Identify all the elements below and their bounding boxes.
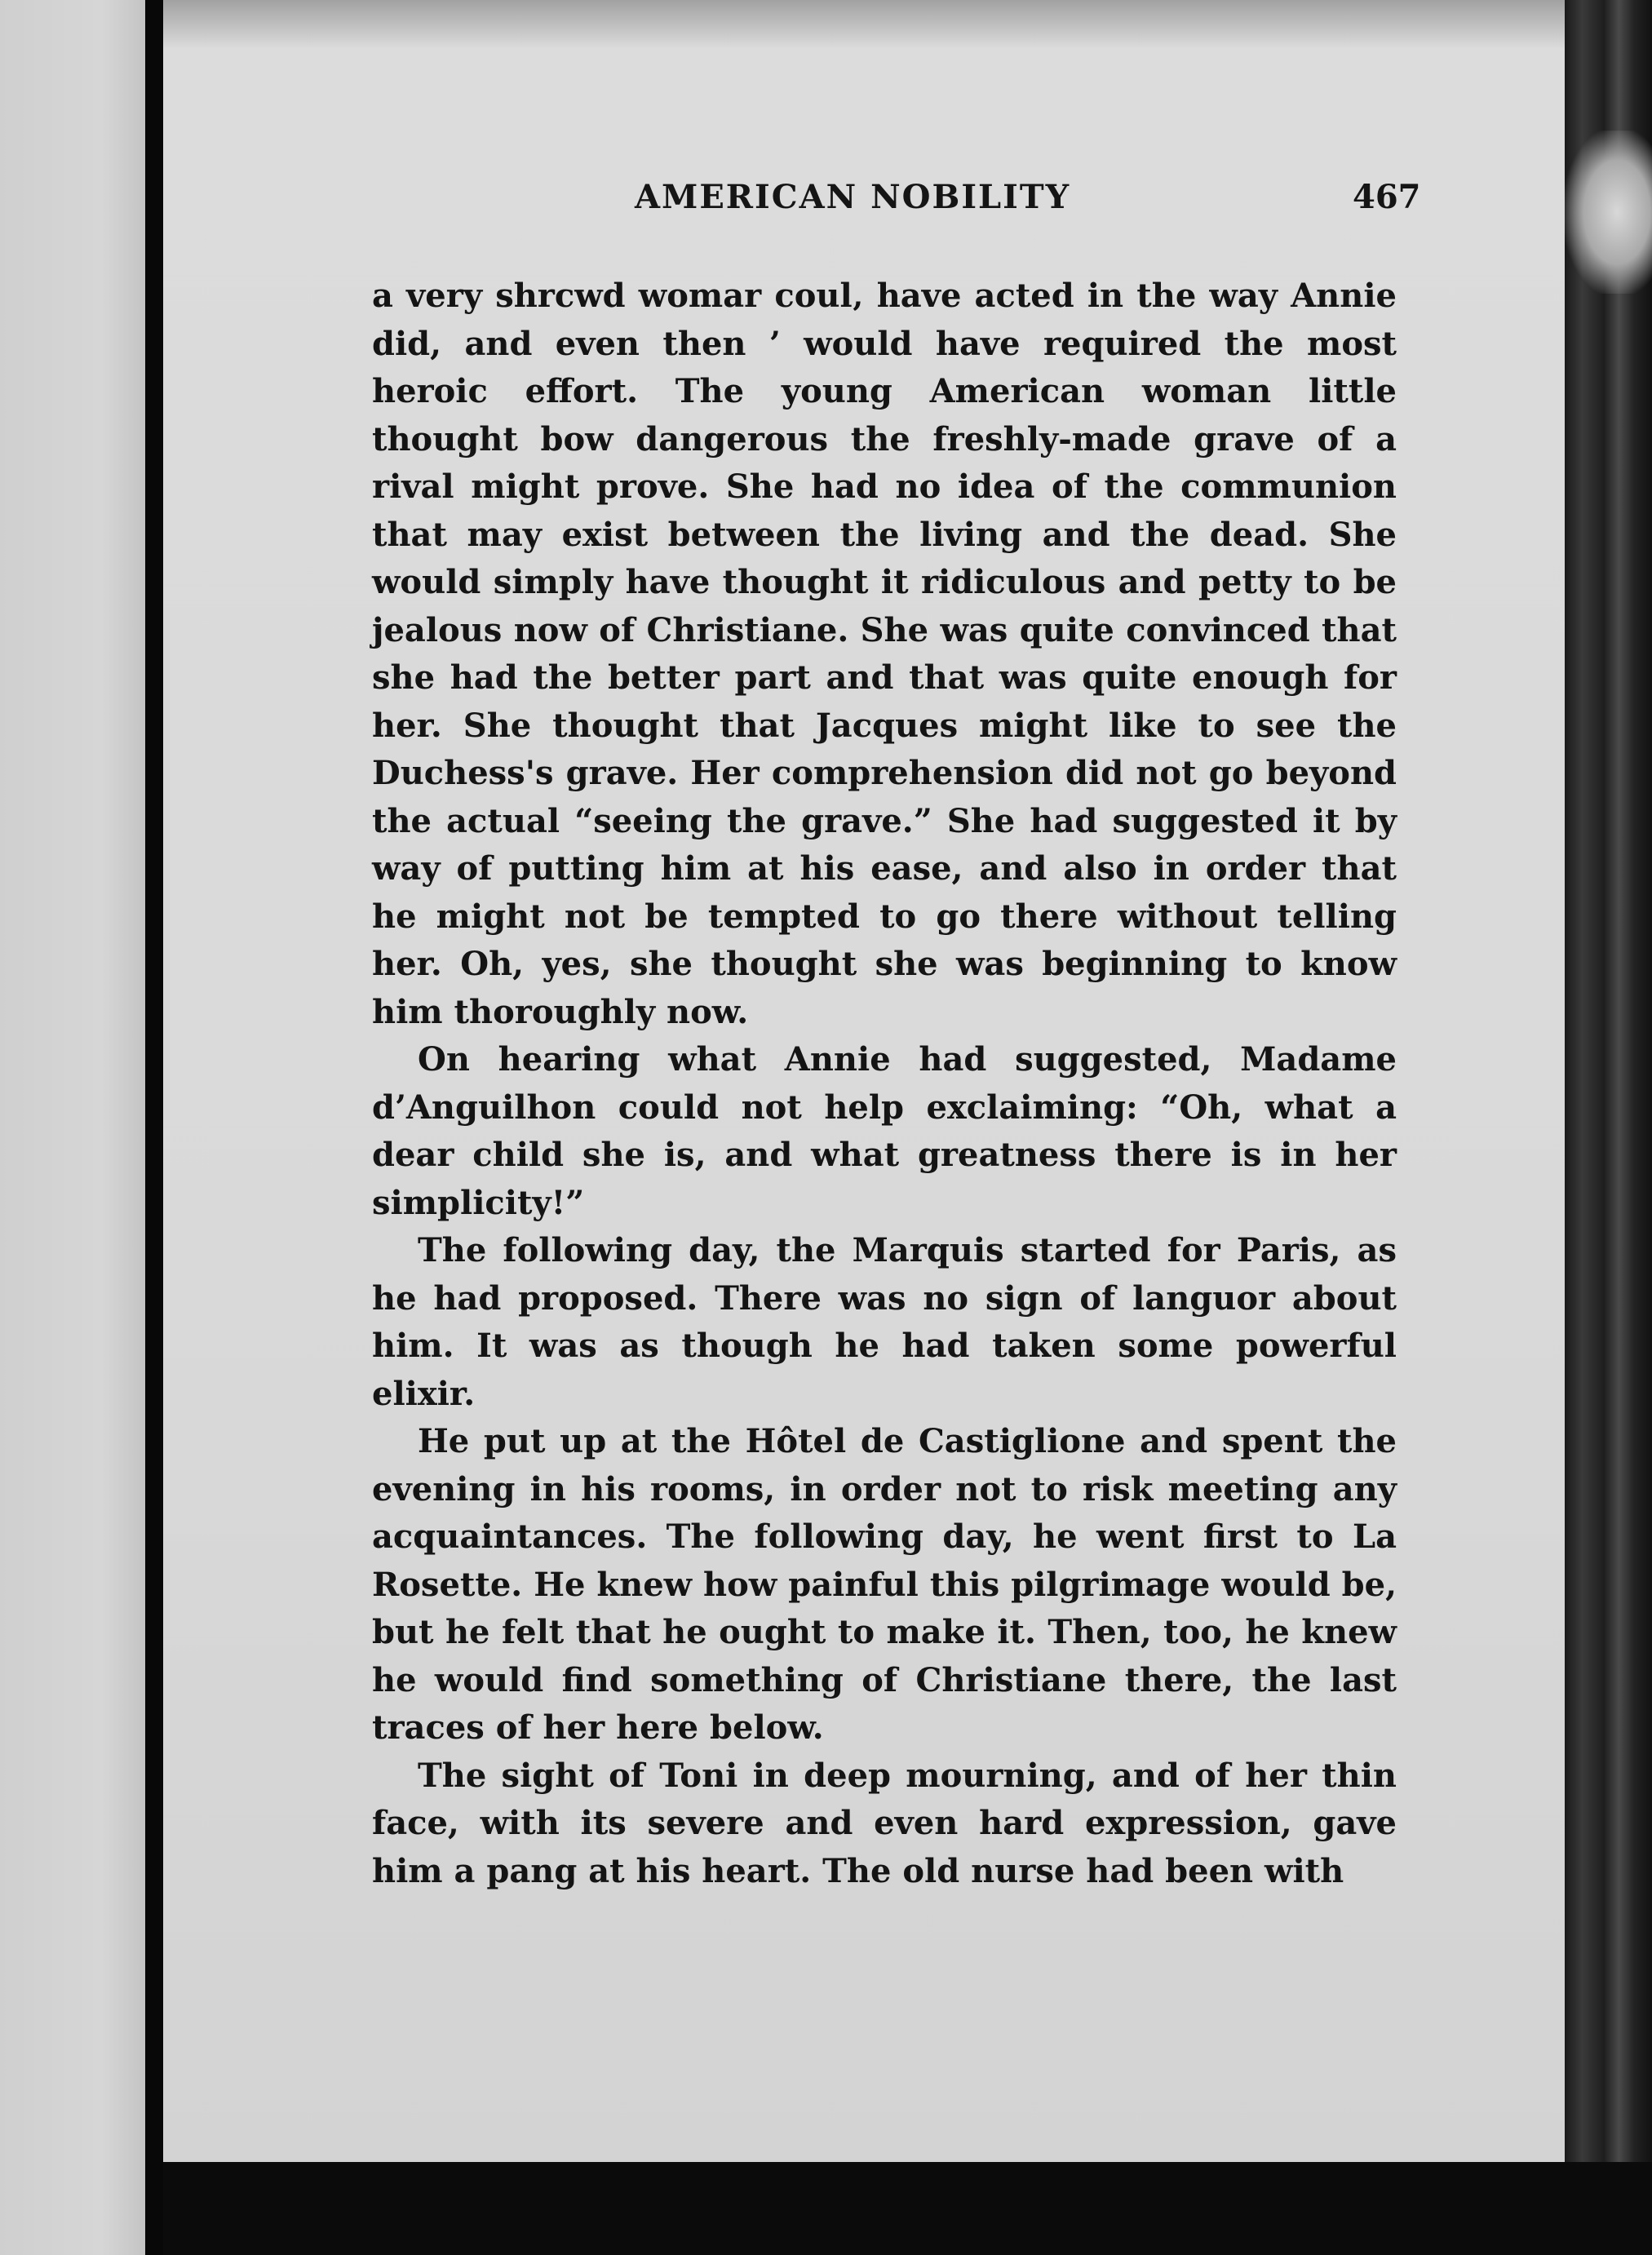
paragraph-1: a very shrcwd womar coul‚ have acted in the way Annie did, and even then ’ would have required the most heroic effort. The young American woman little thought bow dangerous the freshly-made grave of a rival might prove. She had no idea of the communion that may exist between the living and the dead. She would simply have thought it ridiculous and petty to be jealous now of Christiane. She was quite convinced that she had the better part and that was quite enough for her. She thought that Jacques might like to see the Duchess's grave. Her comprehension did not go beyond the actual “seeing the grave.” She had suggested it by way of putting him at his ease, and also in order that he might not be tempted to go there without telling her. Oh, yes, she thought she was beginning to know him thoroughly now. (372, 277, 1397, 1031)
page-fore-edge (1565, 0, 1652, 2255)
scan-bottom-border (163, 2162, 1652, 2255)
edge-stain (1565, 131, 1652, 294)
book-gutter (145, 0, 163, 2255)
body-text (372, 272, 1397, 1895)
paragraph-2: On hearing what Annie had suggested, Madame d’Anguilhon could not help exclaiming: “Oh, what a dear child she is, and what greatness there is in her simplicity!” (372, 1040, 1397, 1222)
paragraph-5: The sight of Toni in deep mourning, and of her thin face, with its severe and even hard expression, gave him a pang at his heart. The old nurse had been with (372, 1756, 1397, 1890)
running-head (163, 178, 1565, 235)
page-top-shadow (163, 0, 1565, 49)
paragraph-4: He put up at the Hôtel de Castiglione and spent the evening in his rooms, in order not to risk meeting any acquaintances. The following day, he went first to La Rosette. He knew how painful this pilgrimage would be, but he felt that he ought to make it. Then, too, he knew he would find something of Christiane there, the last traces of her here below. (372, 1422, 1397, 1747)
paragraph-3: The following day, the Marquis started for Paris, as he had proposed. There was no sign of languor about him. It was as though he had taken some powerful elixir. (372, 1231, 1397, 1413)
page-number: 467 (1353, 178, 1421, 216)
facing-page-edge (0, 0, 145, 2255)
running-title: AMERICAN NOBILITY (635, 178, 1071, 216)
